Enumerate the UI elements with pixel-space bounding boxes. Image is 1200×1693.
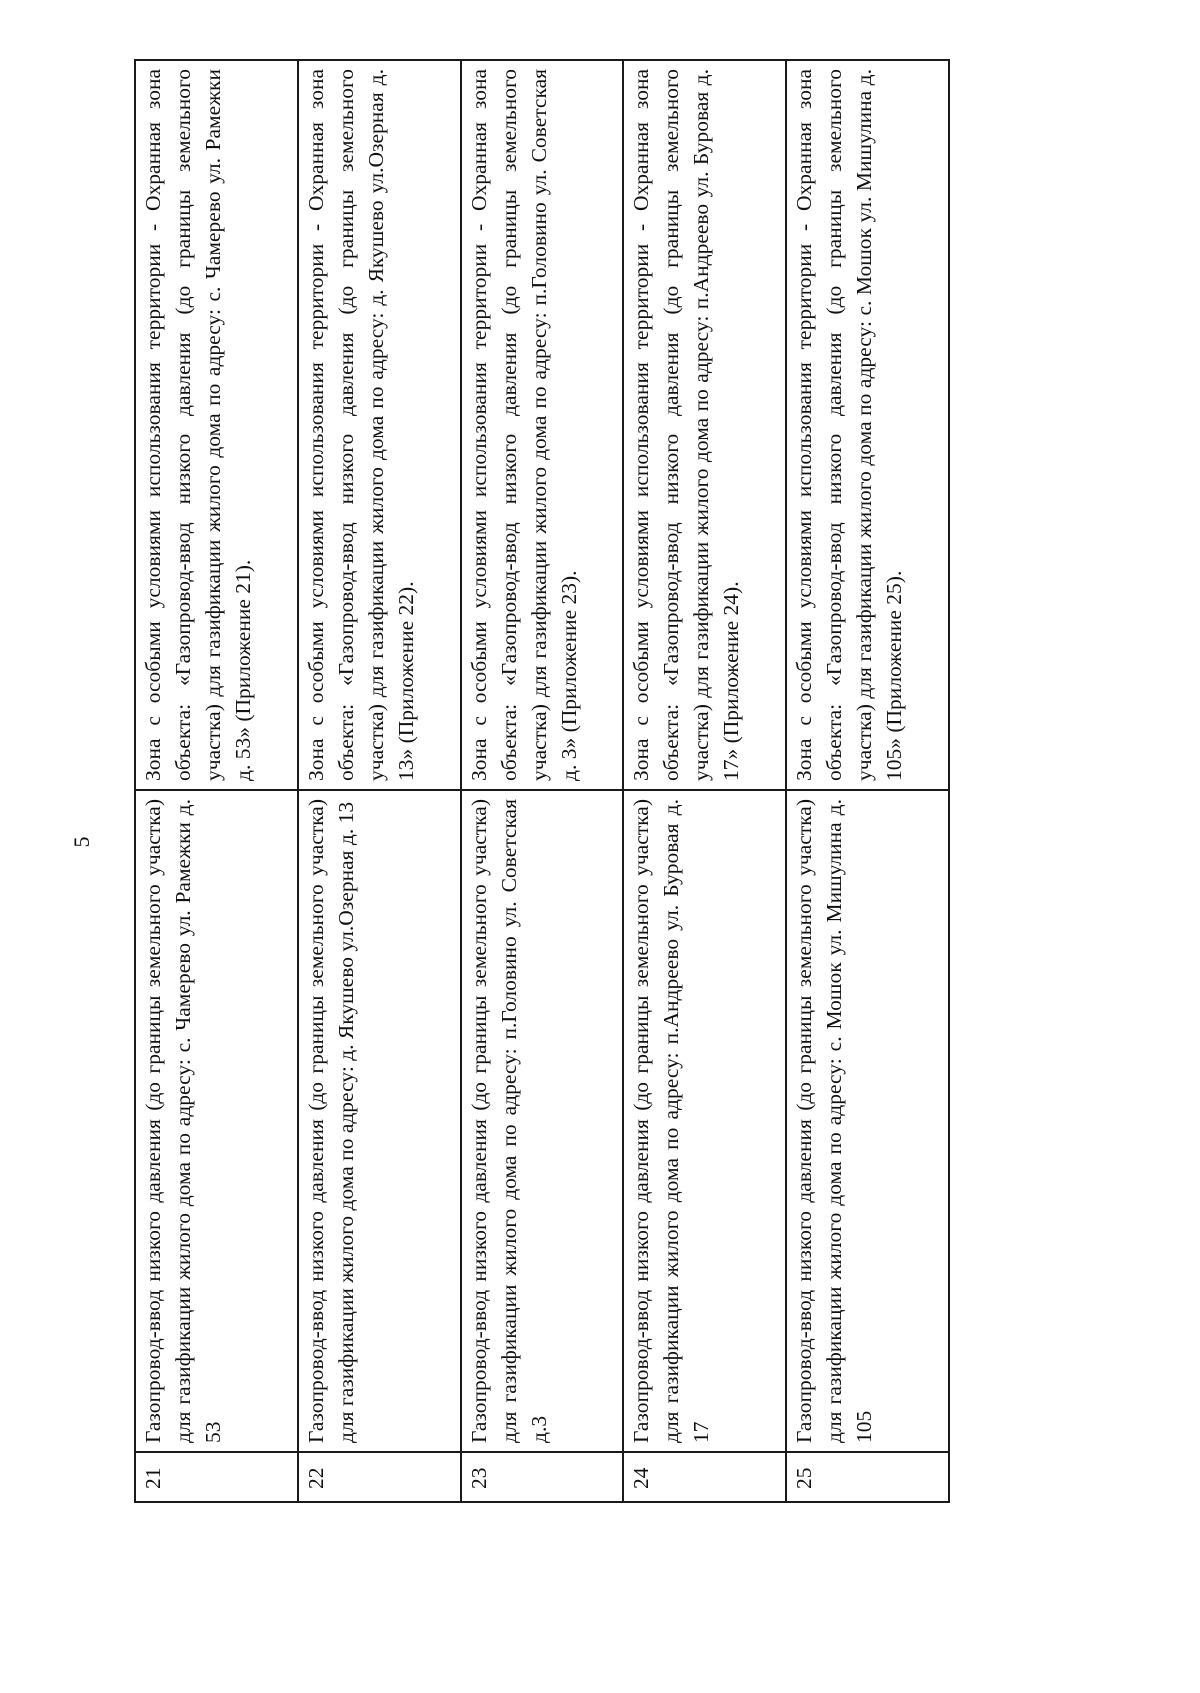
object-description: Газопровод-ввод низкого давления (до границы земельного участка) для газификации жилого дома по адресу: с. Чамерево ул. Рамежки д. 53 [135,790,298,1452]
object-description: Газопровод-ввод низкого давления (до границы земельного участка) для газификации жилого дома по адресу: д. Якушево ул.Озерная д. 13 [298,790,461,1452]
table-row [623,60,786,1502]
zone-description: Зона с особыми условиями использования территории - Охранная зона объекта: «Газопровод-ввод низкого давления (до границы земельного участка) для газификации жилого дома по адресу: п.Андреево ул. Буровая д. 17» (Приложение 24). [623,60,786,790]
table-row [461,60,624,1502]
row-number: 21 [135,1452,298,1502]
zone-description: Зона с особыми условиями использования территории - Охранная зона объекта: «Газопровод-ввод низкого давления (до границы земельного участка) для газификации жилого дома по адресу: п.Головино ул. Советская д. 3» (Приложение 23). [461,60,624,790]
object-description: Газопровод-ввод низкого давления (до границы земельного участка) для газификации жилого дома по адресу: п.Головино ул. Советская д.3 [461,790,624,1452]
protection-zones-table [134,59,950,1503]
zone-description: Зона с особыми условиями использования территории - Охранная зона объекта: «Газопровод-ввод низкого давления (до границы земельного участка) для газификации жилого дома по адресу: д. Якушево ул.Озерная д. 13» (Приложение 22). [298,60,461,790]
page-number: 5 [69,836,94,848]
row-number: 23 [461,1452,624,1502]
row-number: 25 [786,1452,949,1502]
object-description: Газопровод-ввод низкого давления (до границы земельного участка) для газификации жилого дома по адресу: с. Мошок ул. Мишулина д. 105 [786,790,949,1452]
row-number: 24 [623,1452,786,1502]
rotated-table-container [134,61,950,1503]
zone-description: Зона с особыми условиями использования территории - Охранная зона объекта: «Газопровод-ввод низкого давления (до границы земельного участка) для газификации жилого дома по адресу: с. Чамерево ул. Рамежки д. 53» (Приложение 21). [135,60,298,790]
table-row [786,60,949,1502]
table-row [298,60,461,1502]
row-number: 22 [298,1452,461,1502]
object-description: Газопровод-ввод низкого давления (до границы земельного участка) для газификации жилого дома по адресу: п.Андреево ул. Буровая д. 17 [623,790,786,1452]
table-row [135,60,298,1502]
zone-description: Зона с особыми условиями использования территории - Охранная зона объекта: «Газопровод-ввод низкого давления (до границы земельного участка) для газификации жилого дома по адресу: с. Мошок ул. Мишулина д. 105» (Приложение 25). [786,60,949,790]
